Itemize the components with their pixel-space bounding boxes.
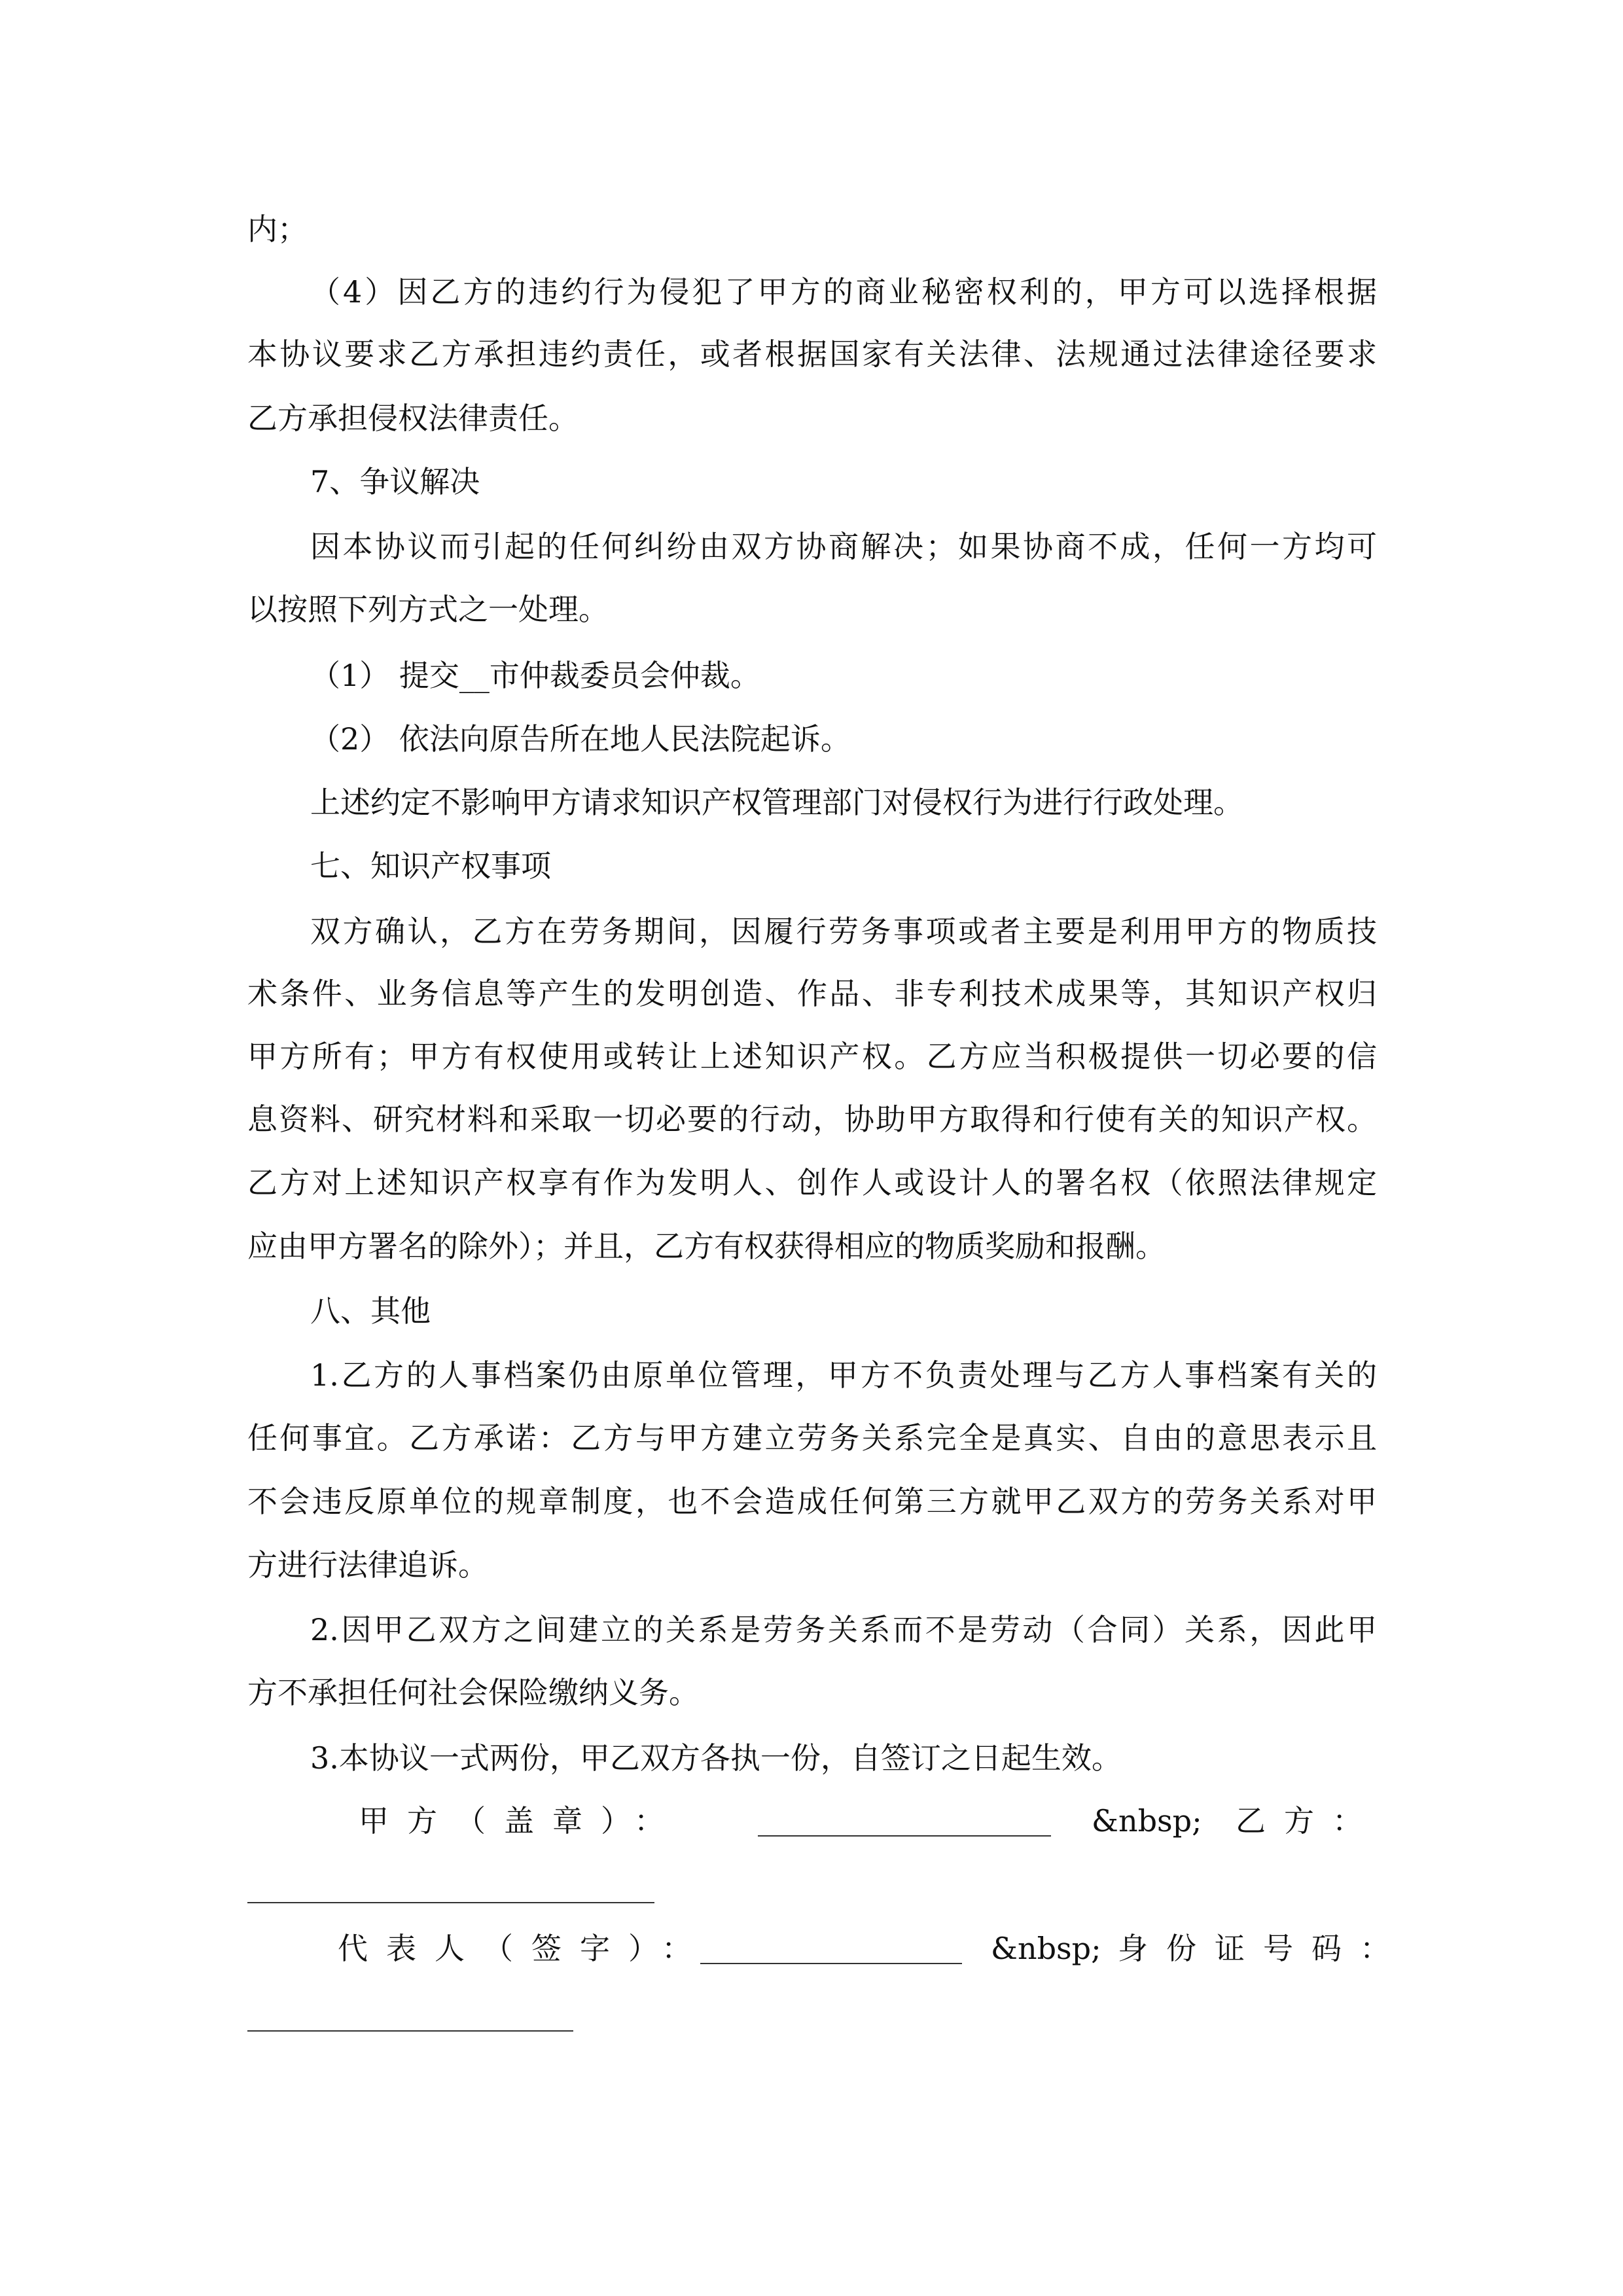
party-b-signature-line [247,1902,654,1903]
paragraph-line-2: （4）因乙方的违约行为侵犯了甲方的商业秘密权利的，甲方可以选择根据 [310,274,1377,310]
party-b-label: 乙方： [1236,1803,1381,1839]
section-heading-ip: 七、知识产权事项 [310,848,551,884]
paragraph-line-12: 双方确认，乙方在劳务期间，因履行劳务事项或者主要是利用甲方的物质技 [310,914,1377,949]
paragraph-line-19: 1.乙方的人事档案仍由原单位管理，甲方不负责处理与乙方人事档案有关的 [310,1357,1377,1393]
section-heading-dispute: 7、争议解决 [310,464,480,499]
paragraph-line-17: 应由甲方署名的除外）；并且，乙方有权获得相应的物质奖励和报酬。 [247,1229,1166,1264]
paragraph-line-3: 本协议要求乙方承担违约责任，或者根据国家有关法律、法规通过法律途径要求 [247,336,1377,372]
paragraph-line-25: 3.本协议一式两份，甲乙双方各执一份，自签订之日起生效。 [310,1740,1122,1776]
paragraph-line-15: 息资料、研究材料和采取一切必要的行动，协助甲方取得和行使有关的知识产权。 [247,1102,1377,1137]
paragraph-line-1: 内； [247,211,308,247]
paragraph-line-22: 方进行法律追诉。 [247,1547,488,1583]
list-item-arbitration: （1） 提交__市仲裁委员会仲裁。 [310,658,760,693]
paragraph-line-13: 术条件、业务信息等产生的发明创造、作品、非专利技术成果等，其知识产权归 [247,976,1377,1011]
paragraph-line-20: 任何事宜。乙方承诺：乙方与甲方建立劳务关系完全是真实、自由的意思表示且 [247,1420,1377,1456]
representative-label: 代表人（签字）： [338,1931,710,1966]
paragraph-line-16: 乙方对上述知识产权享有作为发明人、创作人或设计人的署名权（依照法律规定 [247,1165,1377,1200]
paragraph-line-23: 2.因甲乙双方之间建立的关系是劳务关系而不是劳动（合同）关系，因此甲 [310,1612,1377,1647]
signature-row-representative [247,1929,1408,1975]
paragraph-line-4: 乙方承担侵权法律责任。 [247,401,579,436]
paragraph-line-21: 不会违反原单位的规章制度，也不会造成任何第三方就甲乙双方的劳务关系对甲 [247,1484,1377,1519]
party-a-signature-blank [758,1835,1051,1837]
party-a-label: 甲方（盖章）： [359,1803,683,1839]
list-item-court: （2） 依法向原告所在地人民法院起诉。 [310,721,851,757]
representative-entity-text: &nbsp; [991,1931,1101,1966]
paragraph-line-14: 甲方所有；甲方有权使用或转让上述知识产权。乙方应当积极提供一切必要的信 [247,1039,1377,1074]
paragraph-line-10: 上述约定不影响甲方请求知识产权管理部门对侵权行为进行行政处理。 [310,785,1243,820]
paragraph-line-24: 方不承担任何社会保险缴纳义务。 [247,1675,699,1710]
paragraph-line-7: 以按照下列方式之一处理。 [247,592,609,627]
representative-signature-blank [700,1963,962,1964]
paragraph-line-6: 因本协议而引起的任何纠纷由双方协商解决；如果协商不成，任何一方均可 [310,529,1377,564]
section-heading-other: 八、其他 [310,1293,431,1329]
signature-row-party-a [247,1801,1381,1847]
id-number-label: 身份证号码： [1118,1931,1408,1966]
party-a-entity-text: &nbsp; [1092,1803,1202,1839]
id-number-line [247,2030,573,2032]
